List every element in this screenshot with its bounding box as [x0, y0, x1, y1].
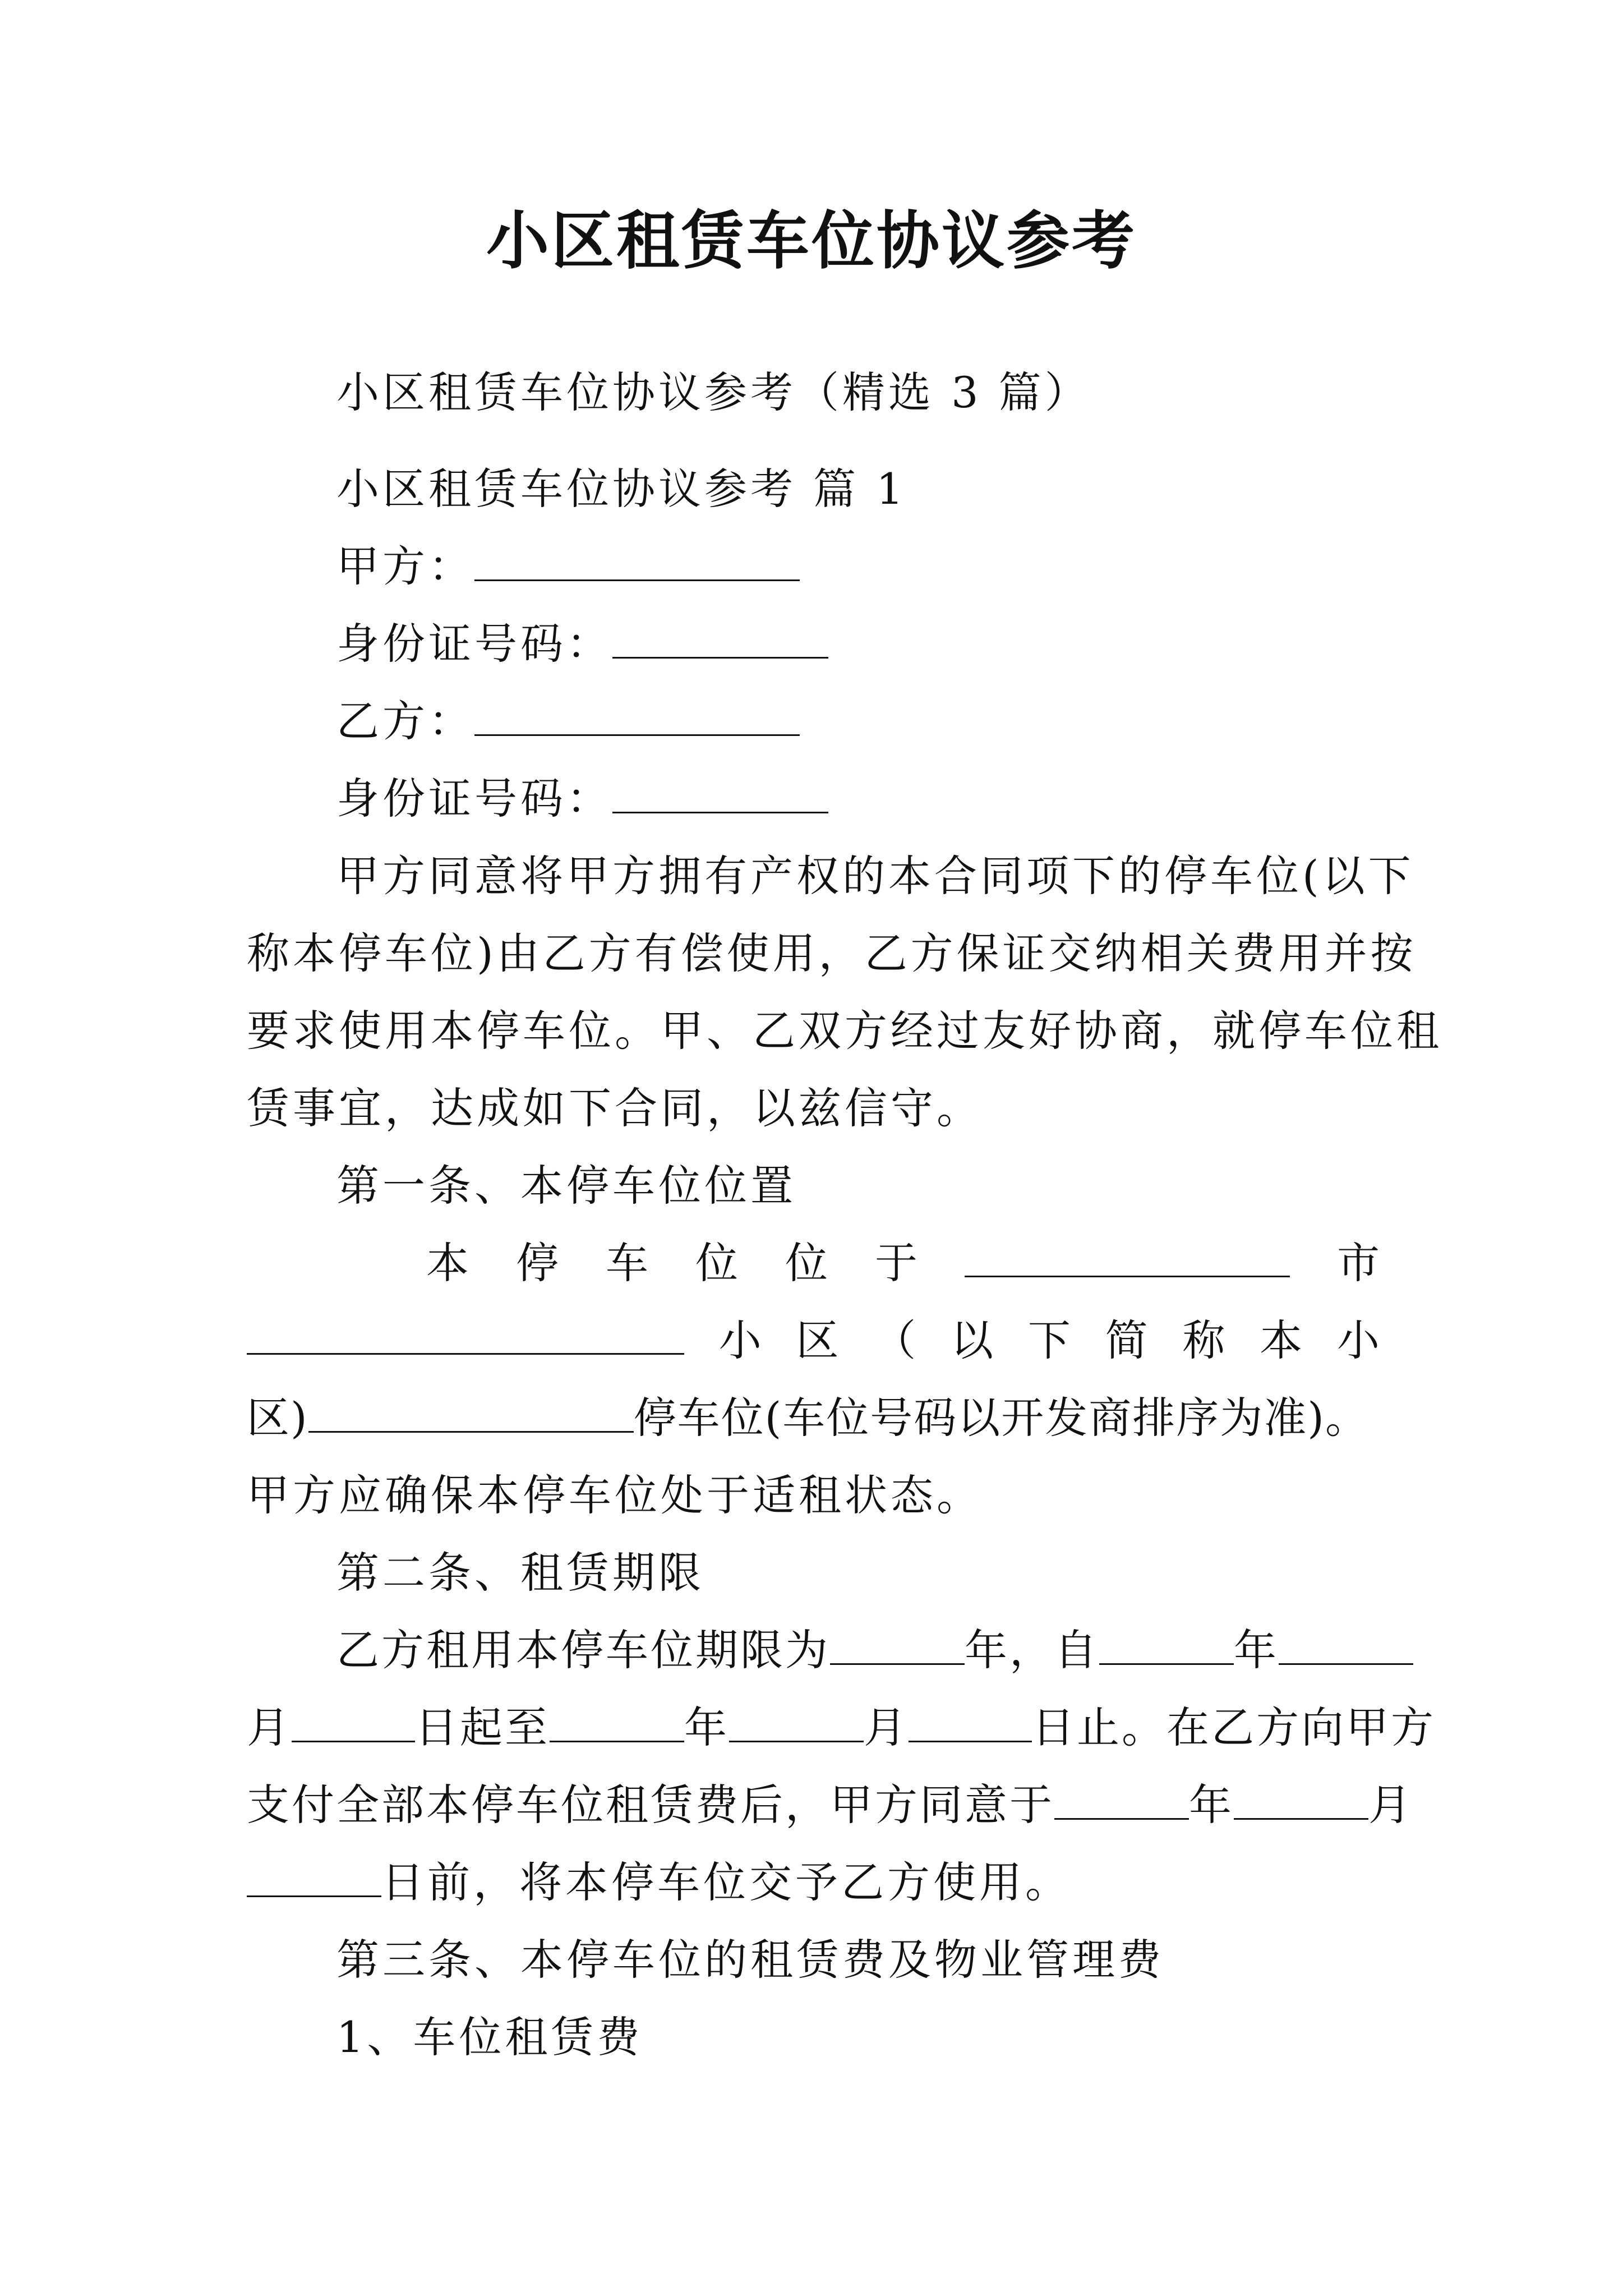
- subtitle: 小区租赁车位协议参考（精选 3 篇）: [336, 367, 1091, 417]
- text-char: 小: [718, 1315, 762, 1365]
- party-b-label: 乙方：: [336, 696, 474, 746]
- party-b-id-field: [336, 771, 828, 827]
- party-a-id-label: 身份证号码：: [336, 619, 612, 669]
- party-b-id-label: 身份证号码：: [336, 774, 612, 823]
- start-month-blank: [1279, 1623, 1413, 1665]
- text-char: 下: [1027, 1315, 1071, 1365]
- party-a-label: 甲方：: [336, 541, 474, 591]
- document-title: 小区租赁车位协议参考: [486, 204, 1137, 278]
- text-segment: 月: [247, 1703, 292, 1752]
- end-day-blank: [909, 1700, 1032, 1742]
- end-month-blank: [729, 1700, 864, 1742]
- article-1-line-4: 甲方应确保本停车位处于适租状态。: [247, 1470, 983, 1520]
- text-char: 位: [695, 1238, 738, 1288]
- article-1-line-3: [247, 1390, 1369, 1446]
- intro-line: 赁事宜，达成如下合同，以兹信守。: [247, 1083, 983, 1133]
- text-char: 区: [796, 1315, 839, 1365]
- text-segment: 支付全部本停车位租赁费后，甲方同意于: [247, 1780, 1054, 1830]
- intro-line: 称本停车位)由乙方有偿使用，乙方保证交纳相关费用并按: [247, 928, 1417, 978]
- text-segment: 年: [684, 1703, 729, 1752]
- start-day-blank: [292, 1700, 415, 1742]
- term-years-blank: [830, 1623, 965, 1665]
- text-char: 本: [1260, 1315, 1303, 1365]
- text-char: 简: [1105, 1315, 1148, 1365]
- text-segment: 乙方租用本停车位期限为: [336, 1625, 830, 1675]
- article-3-heading: 第三条、本停车位的租赁费及物业管理费: [336, 1935, 1164, 1985]
- end-year-blank: [550, 1700, 684, 1742]
- article-2-line-4: [247, 1855, 1071, 1911]
- party-b-field: [336, 693, 800, 749]
- text-segment: 月: [864, 1703, 909, 1752]
- text-segment: 日起至: [415, 1703, 550, 1752]
- handover-year-blank: [1054, 1778, 1189, 1820]
- text-char: 位: [785, 1238, 828, 1288]
- text-segment: 日前，将本停车位交予乙方使用。: [381, 1857, 1071, 1907]
- article-2-line-2: [247, 1700, 1436, 1756]
- start-year-blank: [1099, 1623, 1234, 1665]
- text-segment: 年: [1189, 1780, 1234, 1830]
- handover-day-blank: [247, 1855, 381, 1897]
- intro-line: 甲方同意将甲方拥有产权的本合同项下的停车位(以下: [336, 851, 1414, 901]
- text-char: 市: [1337, 1238, 1380, 1288]
- party-b-blank: [474, 694, 800, 736]
- handover-month-blank: [1234, 1778, 1368, 1820]
- party-a-id-field: [336, 616, 828, 672]
- part-heading: 小区租赁车位协议参考 篇 1: [336, 464, 907, 514]
- city-blank: [965, 1235, 1290, 1277]
- text-segment: 停车位(车位号码以开发商排序为准)。: [633, 1393, 1369, 1443]
- text-char: 于: [875, 1238, 917, 1288]
- text-char: 称: [1182, 1315, 1225, 1365]
- text-char: （: [873, 1315, 916, 1365]
- parking-number-blank: [308, 1391, 634, 1433]
- article-2-heading: 第二条、租赁期限: [336, 1548, 704, 1598]
- text-segment: 年，自: [965, 1625, 1099, 1675]
- article-2-line-3: [247, 1777, 1413, 1833]
- text-char: 本: [426, 1238, 469, 1288]
- community-blank: [247, 1313, 684, 1355]
- text-segment: 日止。在乙方向甲方: [1032, 1703, 1436, 1752]
- party-b-id-blank: [612, 771, 828, 813]
- party-a-field: [336, 539, 800, 595]
- intro-line: 要求使用本停车位。甲、乙双方经过友好协商，就停车位租: [247, 1006, 1442, 1056]
- text-char: 车: [606, 1238, 648, 1288]
- text-char: 停: [516, 1238, 559, 1288]
- party-a-id-blank: [612, 616, 828, 659]
- text-char: 小: [1336, 1315, 1380, 1365]
- party-a-blank: [474, 539, 800, 581]
- text-segment: 月: [1368, 1780, 1413, 1830]
- text-segment: 区): [247, 1393, 308, 1443]
- article-1-line-1: [426, 1235, 1380, 1291]
- article-3-item-1: 1、车位租赁费: [336, 2012, 643, 2062]
- article-1-heading: 第一条、本停车位位置: [336, 1161, 796, 1211]
- text-segment: 年: [1234, 1625, 1279, 1675]
- text-char: 以: [951, 1315, 994, 1365]
- article-1-line-2: [247, 1313, 1380, 1369]
- article-2-line-1: [336, 1622, 1413, 1678]
